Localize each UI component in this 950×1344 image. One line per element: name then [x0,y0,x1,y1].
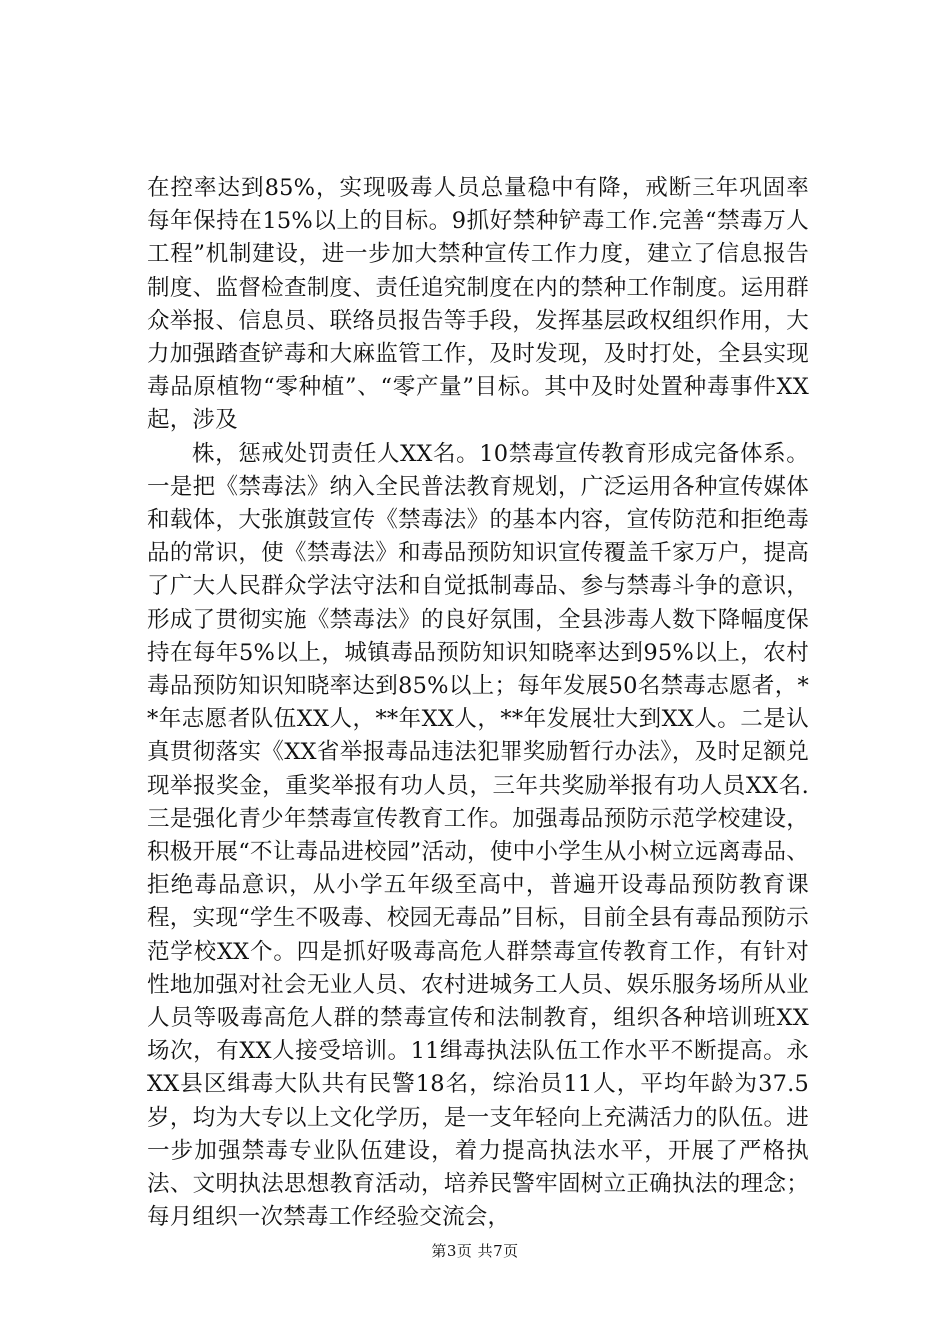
paragraph-1: 在控率达到85%，实现吸毒人员总量稳中有降，戒断三年巩固率每年保持在15%以上的目标。9抓好禁种铲毒工作.完善“禁毒万人工程”机制建设，进一步加大禁种宣传工作力度，建立了信息报告制度、监督检查制度、责任追究制度在内的禁种工作制度。运用群众举报、信息员、联络员报告等手段，发挥基层政权组织作用，大力加强踏查铲毒和大麻监管工作，及时发现，及时打处，全县实现毒品原植物“零种植”、“零产量”目标。其中及时处置种毒事件XX起，涉及 [147,175,809,434]
paragraph-2: 株，惩戒处罚责任人XX名。10禁毒宣传教育形成完备体系。一是把《禁毒法》纳入全民普法教育规划，广泛运用各种宣传媒体和载体，大张旗鼓宣传《禁毒法》的基本内容，宣传防范和拒绝毒品的常识，使《禁毒法》和毒品预防知识宣传覆盖千家万户，提高了广大人民群众学法守法和自觉抵制毒品、参与禁毒斗争的意识，形成了贯彻实施《禁毒法》的良好氛围，全县涉毒人数下降幅度保持在每年5%以上，城镇毒品预防知识知晓率达到95%以上，农村毒品预防知识知晓率达到85%以上；每年发展50名禁毒志愿者，**年志愿者队伍XX人，**年XX人，**年发展壮大到XX人。二是认真贯彻落实《XX省举报毒品违法犯罪奖励暂行办法》，及时足额兑现举报奖金，重奖举报有功人员，三年共奖励举报有功人员XX名.三是强化青少年禁毒宣传教育工作。加强毒品预防示范学校建设，积极开展“不让毒品进校园”活动，使中小学生从小树立远离毒品、拒绝毒品意识，从小学五年级至高中，普遍开设毒品预防教育课程，实现“学生不吸毒、校园无毒品”目标，目前全县有毒品预防示范学校XX个。四是抓好吸毒高危人群禁毒宣传教育工作，有针对性地加强对社会无业人员、农村进城务工人员、娱乐服务场所从业人员等吸毒高危人群的禁毒宣传和法制教育，组织各种培训班XX场次，有XX人接受培训。11缉毒执法队伍工作水平不断提高。永XX县区缉毒大队共有民警18名，综治员11人，平均年龄为37.5岁，均为大专以上文化学历，是一支年轻向上充满活力的队伍。进一步加强禁毒专业队伍建设，着力提高执法水平，开展了严格执法、文明执法思想教育活动，培养民警牢固树立正确执法的理念；每月组织一次禁毒工作经验交流会， [147,440,809,1231]
document-body [147,172,809,1235]
page-footer: 第3页 共7页 [431,1242,519,1260]
